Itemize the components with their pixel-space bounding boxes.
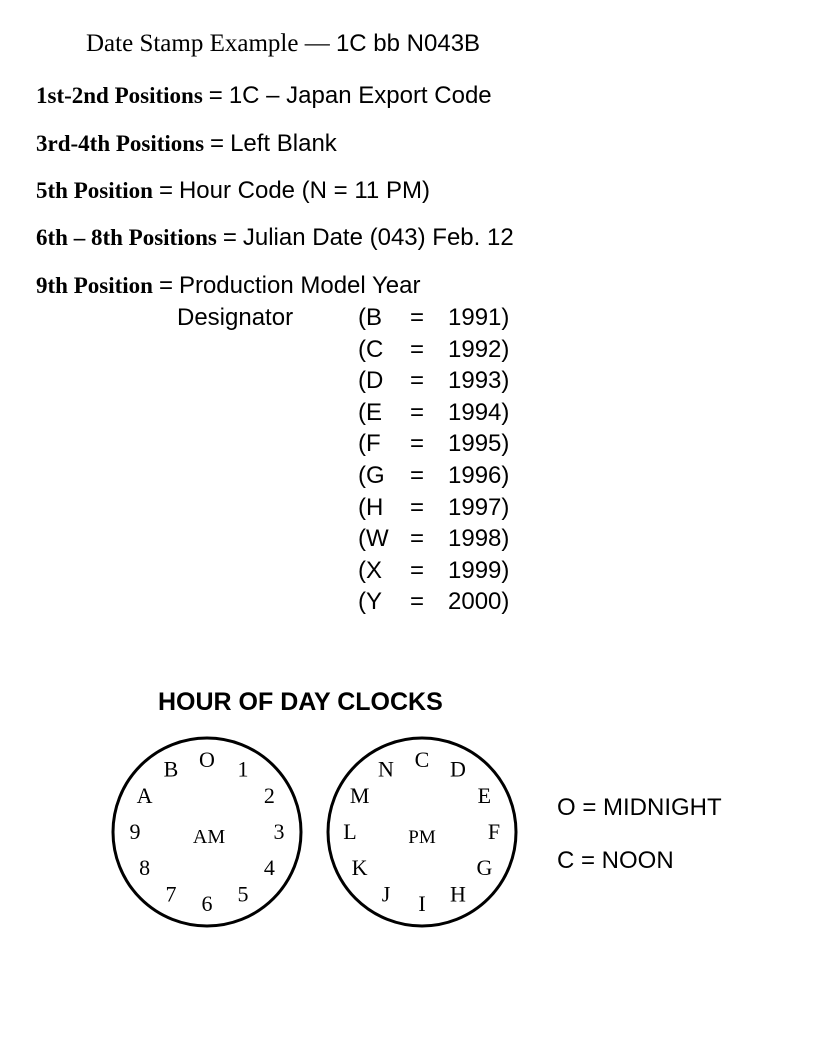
position-label: 6th – 8th Positions xyxy=(36,225,217,250)
equals-sign: = xyxy=(410,430,425,458)
pm-clock-mark: N xyxy=(378,756,394,782)
position-value: Julian Date (043) Feb. 12 xyxy=(242,224,514,251)
position-label: 1st-2nd Positions xyxy=(36,83,203,108)
title-code: 1C bb N043B xyxy=(335,30,481,57)
year-letter: (W xyxy=(358,525,389,553)
am-clock-mark: 6 xyxy=(201,891,213,916)
year-letter: (X xyxy=(358,556,382,584)
equals-sign: = xyxy=(222,224,237,251)
pm-clock-mark: I xyxy=(418,891,426,916)
year-letter: (Y xyxy=(358,588,382,616)
equals-sign: = xyxy=(410,398,425,426)
year-letter: (C xyxy=(358,335,384,363)
position-label: 5th Position xyxy=(36,178,153,203)
position-value: Hour Code (N = 11 PM) xyxy=(178,177,430,204)
year-value: 1996) xyxy=(448,461,510,489)
equals-sign: = xyxy=(158,177,173,204)
am-clock-mark: A xyxy=(136,783,153,808)
equals-sign: = xyxy=(410,367,425,395)
year-letter: (F xyxy=(358,430,381,458)
am-clock-mark: O xyxy=(199,747,215,772)
pm-clock-mark: E xyxy=(477,783,492,808)
pm-clock-mark: F xyxy=(487,819,501,844)
year-value: 1993) xyxy=(448,367,510,395)
year-letter: (D xyxy=(358,367,384,395)
year-value: 1998) xyxy=(448,525,510,553)
equals-sign: = xyxy=(410,493,425,521)
pm-clock-mark: J xyxy=(381,881,391,907)
year-value: 2000) xyxy=(448,588,510,616)
am-clock-mark: 5 xyxy=(237,881,249,907)
am-clock-mark: 7 xyxy=(165,881,177,907)
year-value: 1999) xyxy=(448,556,510,584)
year-letter: (E xyxy=(358,398,382,426)
equals-sign: = xyxy=(410,461,425,489)
pm-clock-mark: M xyxy=(349,783,370,808)
year-letter: (H xyxy=(358,493,384,521)
equals-sign: = xyxy=(210,130,225,157)
am-clock-mark: 2 xyxy=(263,783,275,808)
pm-clock-mark: C xyxy=(414,747,430,772)
am-clock-mark: B xyxy=(163,756,179,782)
year-value: 1995) xyxy=(448,430,510,458)
equals-sign: = xyxy=(410,556,425,584)
equals-sign: = xyxy=(410,525,425,553)
clocks-title: HOUR OF DAY CLOCKS xyxy=(158,688,443,716)
legend-noon: C = NOON xyxy=(557,847,674,874)
year-letter: (G xyxy=(358,461,385,489)
year-value: 1997) xyxy=(448,493,510,521)
equals-sign: = xyxy=(158,272,173,299)
am-clock-mark: 1 xyxy=(237,756,249,782)
designator-label: Designator xyxy=(177,304,294,331)
title-prefix: Date Stamp Example — xyxy=(86,30,330,57)
equals-sign: = xyxy=(410,335,425,363)
position-value: Production Model Year xyxy=(178,272,421,299)
am-clock-mark: 8 xyxy=(139,855,151,880)
am-clock-mark: 3 xyxy=(273,819,285,844)
legend-midnight: O = MIDNIGHT xyxy=(557,794,722,821)
am-center-label: AM xyxy=(192,826,226,848)
pm-clock-mark: D xyxy=(450,756,466,782)
year-value: 1991) xyxy=(448,304,510,331)
position-label: 3rd-4th Positions xyxy=(36,131,205,156)
year-value: 1994) xyxy=(448,398,510,426)
pm-clock-mark: G xyxy=(476,855,493,880)
position-value: Left Blank xyxy=(230,130,337,157)
pm-center-label: PM xyxy=(408,827,436,848)
am-clock-mark: 4 xyxy=(263,855,275,880)
year-letter: (B xyxy=(358,304,382,331)
pm-clock-mark: H xyxy=(450,881,466,907)
equals-sign: = xyxy=(208,82,223,109)
equals-sign: = xyxy=(410,304,425,331)
pm-clock-mark: K xyxy=(351,855,368,880)
position-value: 1C – Japan Export Code xyxy=(228,82,492,109)
am-clock-mark: 9 xyxy=(129,819,141,844)
year-value: 1992) xyxy=(448,335,510,363)
position-label: 9th Position xyxy=(36,273,153,298)
pm-clock-mark: L xyxy=(343,819,357,844)
equals-sign: = xyxy=(410,588,425,616)
